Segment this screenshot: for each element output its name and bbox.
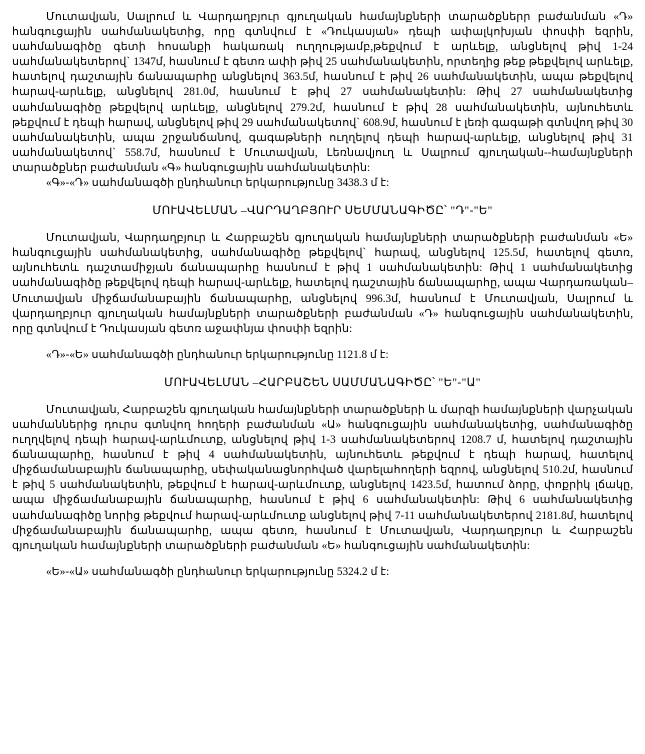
section-heading-1: ՄՈՒԱՎԵԼՄԱՆ –ՎԱՐԴԱՂԲՅՈՒՐ ՍԵՄՄԱՆԱԳԻԾԸ՝ "Դ"-"Ե" <box>152 205 493 218</box>
quote-line-1: «Գ»-«Դ» սահմանագծի ընդհանուր երկարությունը 3438.3 մ է: <box>46 177 390 190</box>
spacer-1 <box>12 337 633 348</box>
paragraph-2: Մուտավյան, Վարդաղբյուր և Հարբաշեն գյուղական համայնքների տարածքների բաժանման «Ե» հանգուցային սահմանակետից, սահմանագիծը թեքվելով` հարավ, անցնելով 125.5մ, հատելով գետռ, այնուհետև դաշտամիջյան ճանապարհը հասնում է թիվ 1 սահմանակետին: Թիվ 1 սահմանակետից սահմանագիծը թեքվելով դեպի հարավ-արևելք, հատելով դաշտային ճանապարհը, ապա Վարդառական–Մուտավյան միջճամանաբային ճանապարհը, անցնելով 996.3մ, հասնում է Մուտավյան, Սալրում և վարդաղբյուր գյուղական համայնքների տարածքների բաժանման «Դ» հանգուցային սահմանակետին, որը գտնվում է Դուկասյան գետռ աջափնյա փոսփի եզրին: <box>12 232 633 335</box>
paragraph-3: Մուտավյան, Հարբաշեն գյուղական համայնքների տարածքների և մարզի համայնքների վարչական սահմաններից դուրս գտնվող հողերի բաժանման «Ա» հանգուցային սահմանակետից, սահմանագիծը ուղղվելով դեպի հարավ-արևմուտք, անցնելով թիվ 1-3 սահմանակետերով 1208.7 մ, հատելով դաշտային ճանապարհը, հասնում է թիվ 4 սահմանակետին, այնուհետև թեքվում է դեպի հարավ, հատելով միջճամանաբային ճանապարհը, սեփականացնորհված վարելահողերի եզրով, անցնելով 510.2մ, հասնում է թիվ 5 սահմանակետին, թեքվում է հարավ-արևմուտք, անցնելով 1423.5մ, հատում ձորը, փոքրիկ լճակը, ապա միջճամանաբային ճանապարհը, հասնում է թիվ 6 սահմանակետին: Թիվ 6 սահմանակետից սահմանագիծը նորից թեքվում հարավ-արևմուտք անցնելով թիվ 7-11 սահմանակետերով 2181.8մ, հատելով միջճամանաբային ճանապարհը, ապա գետռ, հասնում է Մուտավյան, Վարդաղբյուր և Հարբաշեն գյուղական համայնքների տարածքների բաժանման «Ե» հանգուցային սահմանակետին: <box>12 403 633 552</box>
paragraph-1: Մուտավյան, Սալրում և Վարդաղբյուր գյուղական համայնքների տարածքներր բաժանման «Դ» հանգուցային սահմանակետից, որը գտնվում է «Դուկասյան» դեպի ափալկոխյան փոսփի եզրին, սահմանագիծը գետի հոսանքի հակառակ ուղղությամբ,թեքվում է արևելք, անցնելով թիվ 1-24 սահմանակետերով` 1347մ, հասնում է գետռ ափի թիվ 25 սահմանակետին, որտեղից թեք թեքվելով արևելք, հատելով դաշտային ճանապարհը անցնելով 363.5մ, հասնում է թիվ 26 սահմանակետին, ապա թեքվելով հարավ-արևելք, անցնելով 281.0մ, հասնում է թիվ 27 սահմանակետին: Թիվ 27 սահմանակետից սահմանագիծը թեքվելով արևելք, անցնելով 279.2մ, հասնում է թիվ 28 սահմանակետին, այնուհետև թեքվում է դեպի հարավ, անցնելով թիվ 29 սահմանակետով` 608.9մ, հասնում է լեռի գագաթի գտնվող թիվ 30 սահմանակետին, ապա շրջանճանով, գագաթների ուղղելով դեպի հարավ-արևելք, անցնելով թիվ 31 սահմանակետով` 558.7մ, հասնում է Մուտավյան, Լեռնավյուղ և Սալրում գյուղական--համայնքների տարածքներ բաժանման «Գ» հանգուցային սահմանակետին: <box>12 11 633 174</box>
quote-line-3: «Ե»-«Ա» սահմանագծի ընդհանուր երկարությունը 5324.2 մ է: <box>46 565 390 578</box>
quote-line-2: «Դ»-«Ե» սահմանագծի ընդհանուր երկարությունը 1121.8 մ է: <box>46 348 389 361</box>
spacer-2 <box>12 554 633 565</box>
section-heading-2: ՄՈՒԱՎԵԼՄԱՆ –ՀԱՐԲԱՇԵՆ ՍԱՄՄԱՆԱԳԻԾԸ՝ "Ե"-"Ա" <box>164 376 481 389</box>
